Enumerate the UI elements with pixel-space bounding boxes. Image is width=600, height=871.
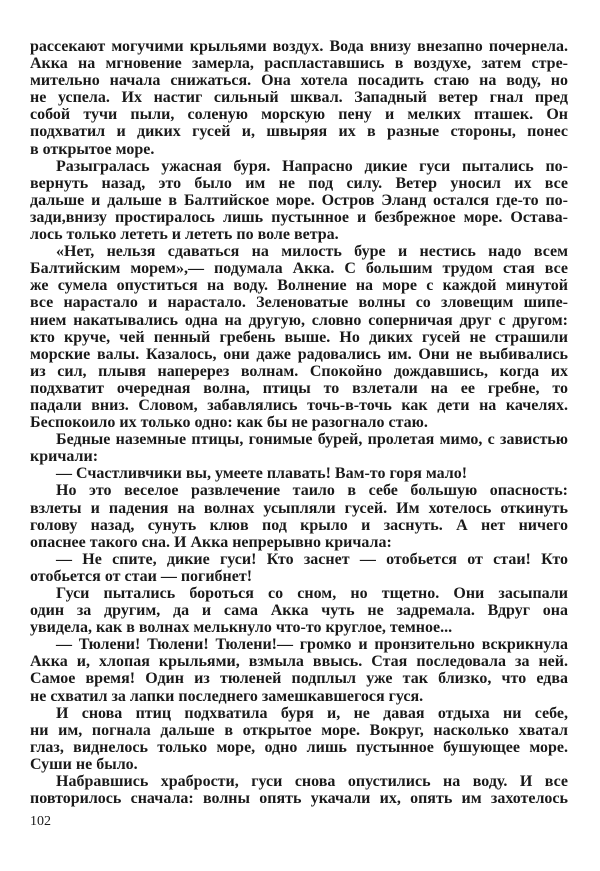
text-line: глаз, виднелось только море, одно лишь пустынное бушующее море. bbox=[30, 738, 568, 756]
text-line: подхватит очередная волна, птицы то взлетали на ее гребне, то bbox=[30, 379, 568, 397]
text-line: отобьется от стаи — погибнет! bbox=[30, 567, 253, 585]
text-line: рассекают могучими крыльями воздух. Вода внизу внезапно почернела. bbox=[30, 38, 568, 55]
text-line: — Не спите, дикие гуси! Кто заснет — отобьется от стаи! Кто bbox=[56, 550, 568, 568]
text-line: мительно начала снижаться. Она хотела посадить стаю на воду, но bbox=[30, 72, 568, 90]
text-line: в открытое море. bbox=[30, 140, 155, 158]
text-line: Балтийским морем»,— подумала Акка. С большим трудом стая все bbox=[30, 260, 568, 278]
text-line: И снова птиц подхватила буря и, не давая отдыха ни себе, bbox=[56, 704, 568, 722]
text-line: зади,внизу простиралось лишь пустынное и безбрежное море. Остава- bbox=[30, 208, 568, 226]
text-line: вернуть назад, это было им не под силу. Ветер уносил их все bbox=[30, 174, 568, 192]
text-line: один за другим, да и сама Акка чуть не задремала. Вдруг она bbox=[30, 602, 568, 620]
text-line: — Тюлени! Тюлени! Тюлени!— громко и пронзительно вскрикнула bbox=[56, 636, 568, 654]
text-line: увидела, как в волнах мелькнуло что-то круглое, темное... bbox=[30, 619, 453, 637]
text-line: Акка на мгновение замерла, распластавшись в воздухе, затем стре- bbox=[30, 55, 568, 73]
page-number: 102 bbox=[30, 814, 51, 829]
text-line: Гуси пытались бороться со сном, но тщетно. Они засыпали bbox=[56, 585, 568, 602]
text-line: голову назад, сунуть клюв под крыло и заснуть. А нет ничего bbox=[30, 516, 568, 534]
text-line: Разыгралась ужасная буря. Напрасно дикие гуси пытались по- bbox=[56, 157, 568, 175]
text-line: из сил, плывя наперерез волнам. Спокойно дождавшись, когда их bbox=[30, 362, 568, 380]
text-line: Но это веселое развлечение таило в себе большую опасность: bbox=[56, 482, 568, 500]
text-line: Суши не было. bbox=[30, 755, 138, 773]
text-line: кто круче, чей пенный гребень выше. Но диких гусей не страшили bbox=[30, 328, 568, 346]
text-line: не успела. Их настиг сильный шквал. Западный ветер гнал пред bbox=[30, 89, 568, 107]
text-line: кричали: bbox=[30, 448, 99, 466]
text-line: лось только лететь и лететь по воле ветра. bbox=[30, 226, 339, 244]
text-line: нием накатывались одна на другую, словно соперничая друг с другом: bbox=[30, 311, 568, 329]
text-line: «Нет, нельзя сдаваться на милость буре и нестись надо всем bbox=[56, 243, 568, 261]
text-line: дальше и дальше в Балтийское море. Остров Эланд остался где-то по- bbox=[30, 191, 568, 209]
text-line: опаснее такого сна. И Акка непрерывно кричала: bbox=[30, 533, 392, 551]
text-line: подхватил и диких гусей и, швыряя их в разные стороны, понес bbox=[30, 123, 568, 141]
text-line: Бедные наземные птицы, гонимые бурей, пролетая мимо, с завистью bbox=[56, 431, 568, 449]
text-line: все нарастало и нарастало. Зеленоватые волны со зловещим шипе- bbox=[30, 294, 568, 312]
text-line: ни им, погнала дальше в открытое море. Вокруг, насколько хватал bbox=[30, 721, 568, 739]
text-line: морские валы. Казалось, они даже радовались им. Они не выбивались bbox=[30, 345, 568, 363]
text-line: же сумела опуститься на воду. Волнение на море с каждой минутой bbox=[30, 277, 568, 295]
text-line: не схватил за лапки последнего замешкавшегося гуся. bbox=[30, 687, 424, 705]
text-line: падали вниз. Словом, забавлялись точь-в-точь как дети на качелях. bbox=[30, 396, 568, 414]
text-line: Беспокоило их только одно: как бы не разогнало стаю. bbox=[30, 414, 428, 432]
text-line: Набравшись храбрости, гуси снова опустились на воду. И все bbox=[56, 773, 568, 791]
text-line: Самое время! Один из тюленей подплыл уже так близко, что едва bbox=[30, 670, 568, 688]
text-line: Акка и, хлопая крыльями, взмыла ввысь. Стая последовала за ней. bbox=[30, 653, 568, 671]
text-line: повторилось сначала: волны опять укачали их, опять им захотелось bbox=[30, 790, 568, 808]
text-line: — Счастливчики вы, умеете плавать! Вам-то горя мало! bbox=[56, 465, 468, 483]
page-body-text bbox=[30, 38, 568, 807]
text-line: собой тучи пыли, соленую морскую пену и мелких пташек. Он bbox=[30, 106, 568, 124]
text-line: взлеты и падения на волнах усыпляли гусей. Им хотелось откинуть bbox=[30, 499, 568, 517]
